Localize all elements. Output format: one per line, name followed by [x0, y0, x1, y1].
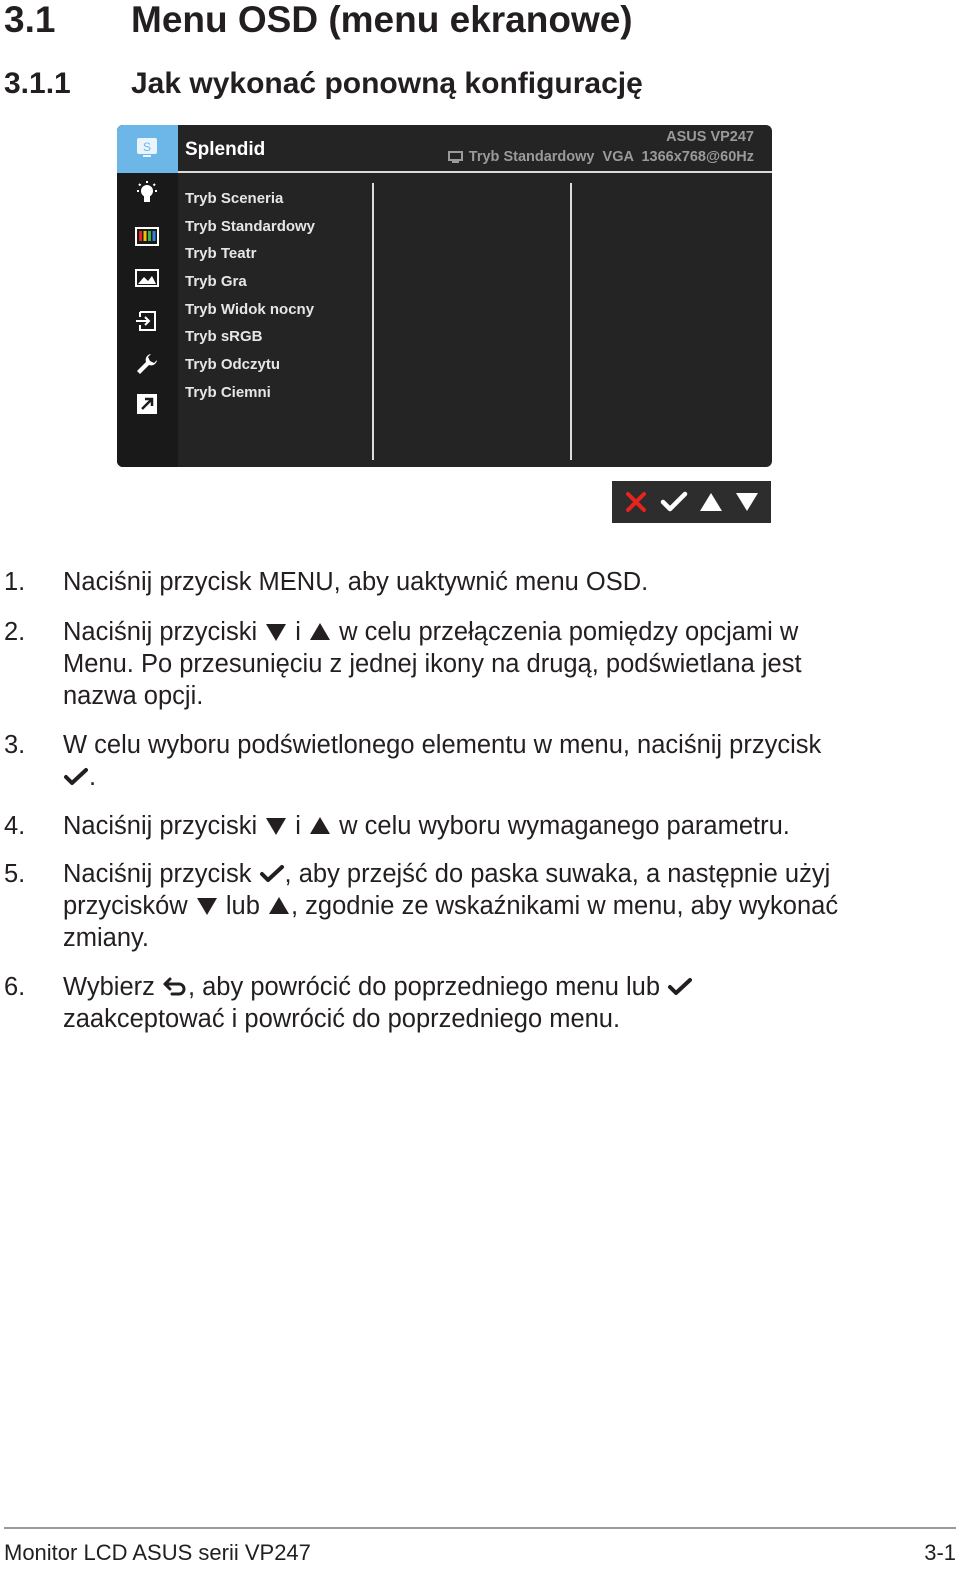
subsection-heading — [4, 64, 643, 104]
triangle-down-icon — [264, 622, 288, 642]
color-icon — [134, 223, 160, 249]
back-arrow-icon — [162, 975, 188, 997]
step-text — [63, 971, 923, 1035]
step-text-part: , aby powrócić do poprzedniego menu lub — [187, 973, 668, 1001]
step-text-part: Menu. Po przesunięciu z jednej ikony na drugą, podświetlana jest — [63, 650, 802, 678]
osd-title: Splendid — [185, 139, 266, 160]
input-icon — [134, 308, 160, 334]
check-icon — [259, 864, 285, 884]
step-number: 2. — [4, 618, 26, 646]
section-heading — [4, 0, 633, 40]
step-text-part: Naciśnij przyciski — [63, 812, 265, 840]
triangle-up-icon — [308, 622, 332, 642]
check-icon — [667, 977, 693, 997]
step-text-part: nazwa opcji. — [63, 682, 204, 710]
step-number: 6. — [4, 973, 26, 1001]
osd-item: Tryb Teatr — [185, 245, 257, 263]
step-text — [63, 810, 923, 842]
step-text-part: . — [89, 763, 97, 791]
triangle-down-icon — [195, 896, 219, 916]
osd-menu-illustration — [117, 125, 772, 467]
step-text-part: w celu przełączenia pomiędzy opcjami w — [332, 618, 799, 646]
step-text — [63, 729, 923, 793]
splendid-icon — [134, 135, 160, 161]
osd-model: ASUS VP247 — [666, 129, 754, 145]
step-text-part: W celu wyboru podświetlonego elementu w menu, naciśnij przycisk — [63, 731, 822, 759]
triangle-down-icon — [264, 816, 288, 836]
step-text-part: i — [288, 618, 309, 646]
triangle-up-icon — [267, 896, 291, 916]
section-title: Menu OSD (menu ekranowe) — [131, 0, 633, 40]
step-text-part: Naciśnij przyciski — [63, 618, 265, 646]
svg-text:S: S — [142, 140, 152, 154]
triangle-up-icon — [308, 816, 332, 836]
section-number: 3.1 — [4, 0, 56, 40]
step-number: 1. — [4, 568, 26, 596]
step-text: Naciśnij przycisk MENU, aby uaktywnić menu OSD. — [63, 568, 649, 596]
step-text-part: i — [288, 812, 309, 840]
osd-column-divider — [372, 183, 374, 460]
step-text — [63, 858, 923, 954]
subsection-number: 3.1.1 — [4, 67, 71, 100]
triangle-down-icon — [735, 491, 759, 513]
step-text — [63, 616, 923, 712]
step-text-part: przycisków — [63, 892, 195, 920]
image-icon — [134, 265, 160, 291]
osd-control-bar — [612, 481, 771, 523]
step-text-part: , zgodnie ze wskaźnikami w menu, aby wykonać — [290, 892, 839, 920]
step-text-part: lub — [218, 892, 267, 920]
osd-item: Tryb Gra — [185, 273, 247, 291]
wrench-icon — [134, 351, 160, 377]
close-icon — [624, 490, 648, 514]
check-icon — [63, 767, 89, 787]
osd-item: Tryb Odczytu — [185, 356, 281, 374]
osd-column-divider — [570, 183, 572, 460]
step-text-part: Naciśnij przycisk — [63, 860, 259, 888]
osd-item: Tryb Ciemni — [185, 383, 271, 401]
step-text-part: Wybierz — [63, 973, 162, 1001]
triangle-up-icon — [699, 491, 723, 513]
osd-item: Tryb Widok nocny — [185, 300, 315, 318]
step-text-part: , aby przejść do paska suwaka, a następnie użyj — [284, 860, 831, 888]
osd-sidebar — [117, 125, 178, 467]
step-text-part: zmiany. — [63, 924, 149, 952]
step-number: 3. — [4, 731, 26, 759]
osd-item: Tryb Sceneria — [185, 190, 284, 207]
osd-item: Tryb Standardowy — [185, 217, 316, 235]
page-number: 3-1 — [924, 1540, 956, 1565]
shortcut-icon — [134, 391, 160, 417]
osd-status — [448, 149, 754, 165]
step-text-part: w celu wyboru wymaganego parametru. — [332, 812, 790, 840]
subsection-title: Jak wykonać ponowną konfigurację — [131, 67, 643, 100]
osd-item-list — [185, 185, 315, 407]
step-text-part: zaakceptować i powrócić do poprzedniego menu. — [63, 1005, 621, 1033]
bulb-icon — [134, 180, 160, 206]
footer-divider — [4, 1527, 956, 1529]
osd-header-divider — [178, 171, 772, 173]
monitor-icon — [448, 151, 463, 164]
step-number: 5. — [4, 860, 26, 888]
check-icon — [660, 490, 688, 514]
step-number: 4. — [4, 812, 26, 840]
osd-status-text: Tryb Standardowy VGA 1366x768@60Hz — [468, 149, 754, 165]
osd-item: Tryb sRGB — [185, 328, 263, 346]
footer-document-title: Monitor LCD ASUS serii VP247 — [4, 1540, 311, 1565]
